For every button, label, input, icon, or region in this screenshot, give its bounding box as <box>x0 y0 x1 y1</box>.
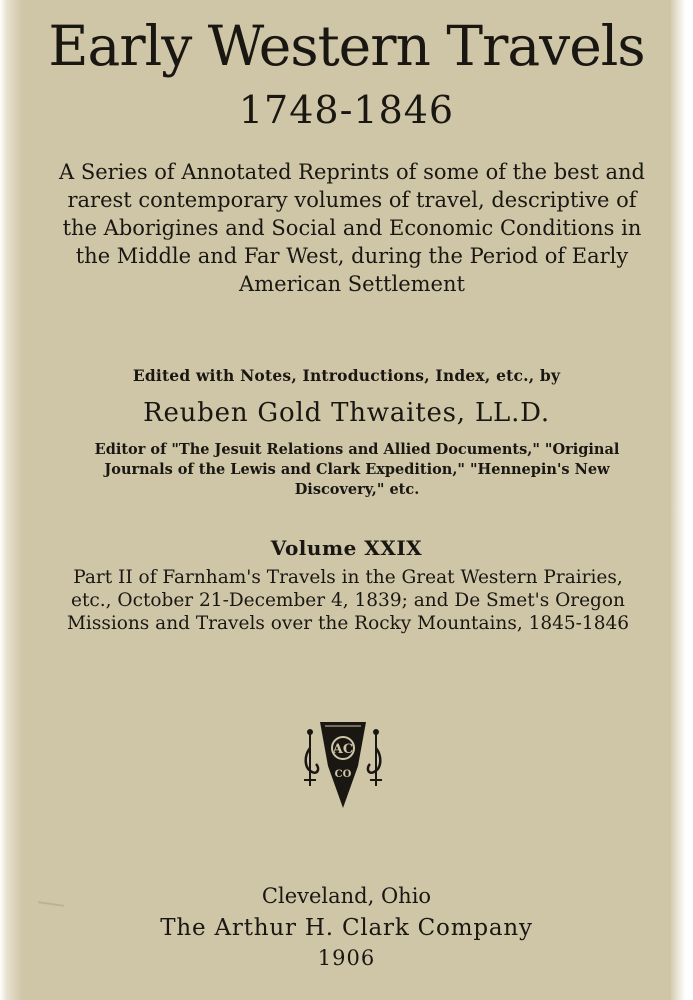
editor-name: Reuben Gold Thwaites, LL.D. <box>143 398 550 428</box>
volume-number: Volume XXIX <box>270 536 423 560</box>
publisher-name: The Arthur H. Clark Company <box>160 915 533 941</box>
book-title: Early Western Travels <box>48 14 645 78</box>
publication-place: Cleveland, Ohio <box>261 884 432 908</box>
emblem-monogram: AC <box>332 742 354 757</box>
emblem-lettering: CO <box>334 769 352 780</box>
editor-credits: Editor of "The Jesuit Relations and Allied Documents," "Original Journals of the Lewis and Clark Expedition," "Hennepin's New Discovery," etc. <box>94 441 620 498</box>
page-gutter-shadow <box>0 0 22 1000</box>
series-description: A Series of Annotated Reprints of some of the best and rarest contemporary volumes of travel, descriptive of the Aborigines and Social and Economic Conditions in the Middle and Far West, during the Period of Early American Settlement <box>59 160 645 296</box>
volume-description: Part II of Farnham's Travels in the Great Western Prairies, etc., October 21-December 4, 1839; and De Smet's Oregon Missions and Travels over the Rocky Mountains, 1845-1846 <box>66 567 630 634</box>
edited-by-line: Edited with Notes, Introductions, Index, etc., by <box>132 366 561 385</box>
publisher-emblem-icon <box>300 720 386 810</box>
years-range: 1748-1846 <box>238 88 455 132</box>
page-edge <box>671 0 693 1000</box>
publication-year: 1906 <box>317 946 376 970</box>
